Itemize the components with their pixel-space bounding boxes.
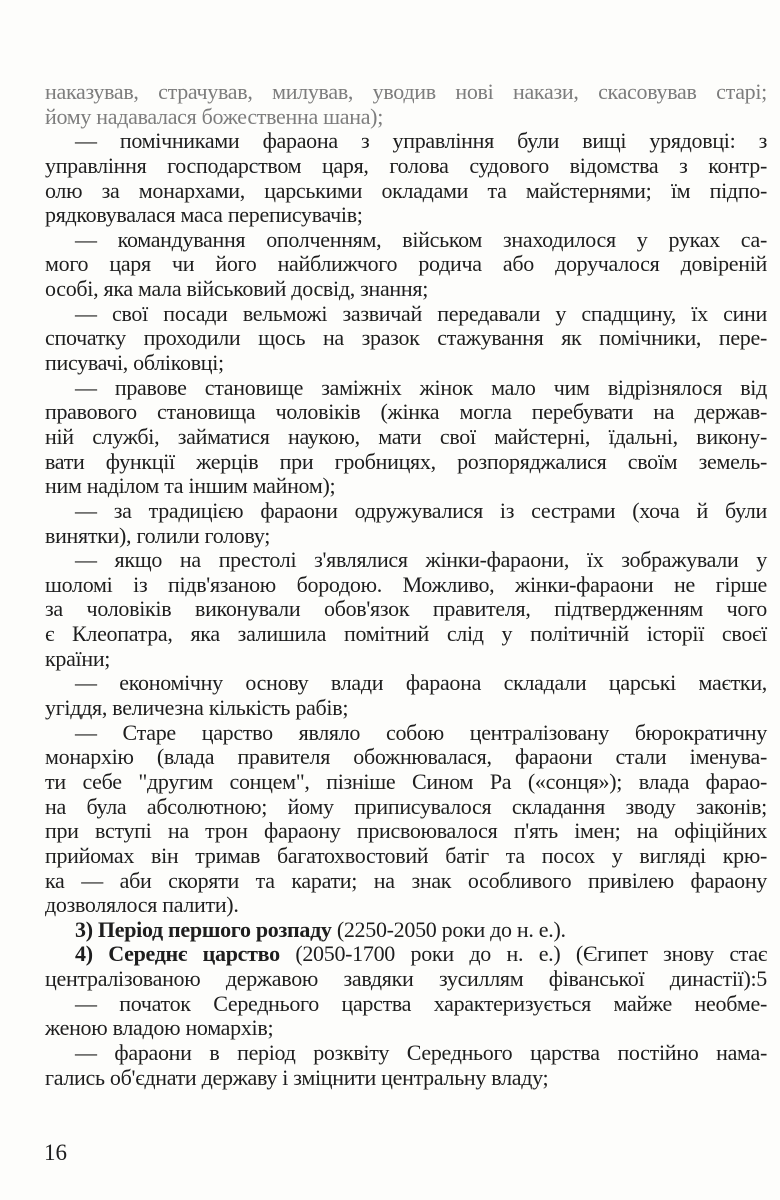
line-text: — правове становище заміжніх жінок мало чим відрізнялося від [75, 374, 767, 400]
line-text: на була абсолютною; йому приписувалося складання зводу законів; [45, 793, 767, 819]
line-text: спочатку проходили щось на зразок стажування як помічники, пере- [45, 325, 767, 351]
line-text: монархію (влада правителя обожнювалася, фараони стали іменува- [45, 744, 767, 770]
text-line [45, 647, 767, 672]
section-heading-line [45, 942, 767, 967]
text-line [45, 893, 767, 918]
text-line [45, 844, 767, 869]
text-line [45, 795, 767, 820]
line-text: ній службі, займатися наукою, мати свої майстерні, їдальні, викону- [45, 423, 767, 449]
line-text: при вступі на трон фараону присвоювалося п'ять імен; на офіційних [45, 818, 767, 844]
line-text: йому надавалася божественна шана); [45, 103, 384, 129]
text-line [45, 548, 767, 573]
text-line [45, 671, 767, 696]
text-line [45, 1066, 767, 1091]
text-line [45, 351, 767, 376]
line-text: — фараони в період розквіту Середнього царства постійно нама- [75, 1039, 767, 1065]
line-text: ти себе "другим сонцем", пізніше Сином Ра («сонця»); влада фарао- [45, 768, 767, 794]
line-text: мого царя чи його найближчого родича або доручалося довіреній [45, 251, 767, 277]
section-heading: 4) Середнє царство [75, 941, 280, 967]
text-line [45, 499, 767, 524]
text-line [45, 770, 767, 795]
line-text: рядковувалася маса переписувачів; [45, 202, 363, 228]
text-line [45, 326, 767, 351]
text-line [45, 721, 767, 746]
page-number: 16 [44, 1140, 67, 1165]
text-line [45, 376, 767, 401]
line-text: (2250-2050 роки до н. е.). [331, 916, 566, 942]
text-line [45, 573, 767, 598]
line-text: женою владою номархів; [45, 1015, 274, 1041]
text-line [45, 154, 767, 179]
text-line [45, 179, 767, 204]
text-line [45, 524, 767, 549]
text-line [45, 105, 767, 130]
text-line [45, 252, 767, 277]
line-text: ка — аби скоряти та карати; на знак особливого привілею фараону [45, 867, 767, 893]
line-text: — початок Середнього царства характеризується майже необме- [75, 990, 767, 1016]
section-heading-line [45, 918, 767, 943]
line-text: (2050-1700 роки до н. е.) (Єгипет знову стає [279, 941, 767, 967]
line-text: — за традицією фараони одружувалися із сестрами (хоча й були [75, 497, 767, 523]
text-line [45, 622, 767, 647]
line-text: правового становища чоловіків (жінка могла перебувати на держав- [45, 399, 767, 425]
line-text: є Клеопатра, яка залишила помітний слід у політичній історії своєї [45, 621, 767, 647]
text-line [45, 302, 767, 327]
line-text: олю за монархами, царськими окладами та майстернями; їм підпо- [45, 177, 767, 203]
line-text: за чоловіків виконували обов'язок правителя, підтвердженням чого [45, 596, 767, 622]
line-text: ним наділом та іншим майном); [45, 473, 336, 499]
line-text: гались об'єднати державу і зміцнити центральну владу; [45, 1064, 549, 1090]
text-line [45, 967, 767, 992]
line-text: шоломі із підв'язаною бородою. Можливо, жінки-фараони не гірше [45, 571, 767, 597]
line-text: країни; [45, 645, 111, 671]
text-line [45, 425, 767, 450]
text-line [45, 992, 767, 1017]
text-line [45, 745, 767, 770]
page-body-text [45, 80, 767, 1090]
text-line [45, 597, 767, 622]
line-text: централізованою державою завдяки зусиллям фіванської династії):5 [45, 966, 767, 992]
line-text: — якщо на престолі з'являлися жінки-фараони, їх зображували у [75, 547, 767, 573]
section-heading: 3) Період першого розпаду [75, 916, 332, 942]
line-text: писувачі, обліковці; [45, 350, 224, 376]
text-line [45, 228, 767, 253]
text-line [45, 277, 767, 302]
text-line [45, 696, 767, 721]
line-text: дозволялося палити). [45, 892, 239, 918]
text-line [45, 1016, 767, 1041]
line-text: — свої посади вельможі зазвичай передавали у спадщину, їх сини [75, 300, 767, 326]
line-text: — помічниками фараона з управління були вищі урядовці: з [75, 128, 767, 154]
text-line [45, 80, 767, 105]
text-line [45, 203, 767, 228]
line-text: вати функції жерців при гробницях, розпоряджалися своїм земель- [45, 448, 767, 474]
line-text: прийомах він тримав багатохвостовий батіг та посох у вигляді крю- [45, 842, 767, 868]
line-text: — економічну основу влади фараона складали царські маєтки, [75, 670, 767, 696]
line-text: особі, яка мала військовий досвід, знання; [45, 276, 429, 302]
text-line [45, 474, 767, 499]
line-text: наказував, страчував, милував, уводив нові накази, скасовував старі; [45, 79, 767, 104]
text-line [45, 869, 767, 894]
text-line [45, 450, 767, 475]
text-line [45, 129, 767, 154]
text-line [45, 400, 767, 425]
line-text: винятки), голили голову; [45, 522, 271, 548]
text-line [45, 1041, 767, 1066]
line-text: — Старе царство являло собою централізовану бюрократичну [75, 719, 767, 745]
line-text: угіддя, величезна кількість рабів; [45, 695, 349, 721]
line-text: управління господарством царя, голова судового відомства з контр- [45, 152, 767, 178]
line-text: — командування ополченням, військом знаходилося у руках са- [75, 226, 767, 252]
text-line [45, 819, 767, 844]
